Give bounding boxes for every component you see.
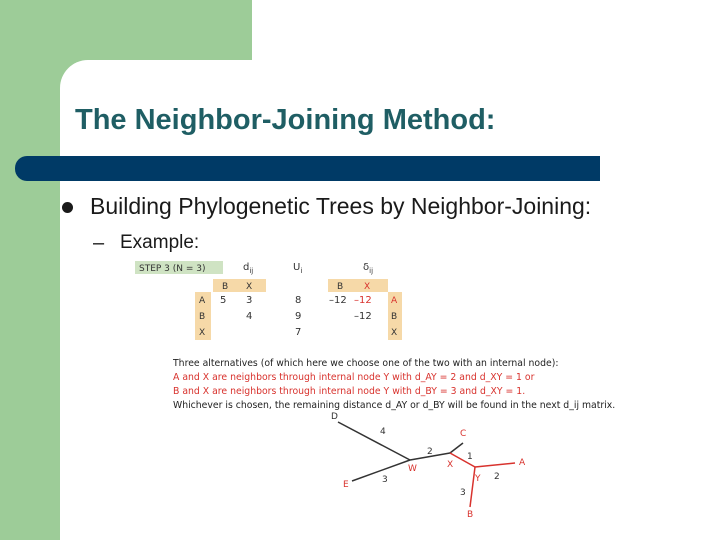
caption-line-4: Whichever is chosen, the remaining distance d_AY or d_BY will be found in the next d_ij matrix. — [173, 400, 616, 411]
u-value: 8 — [295, 295, 302, 306]
matrix-cell: 3 — [246, 295, 253, 306]
edge-y-b — [470, 467, 475, 507]
header-ui: $U_i$ — [293, 262, 303, 275]
node-a: A — [519, 458, 526, 468]
matrix-col-header: B — [222, 282, 229, 292]
step-label: STEP 3 (N = 3) — [139, 264, 206, 274]
node-e: E — [343, 480, 349, 490]
node-x: X — [447, 460, 454, 470]
delta-col-header: X — [364, 282, 371, 292]
matrix-row-header: A — [199, 296, 206, 306]
node-w: W — [408, 464, 417, 474]
edge-y-a — [475, 463, 515, 467]
weight-d-w: 4 — [380, 427, 386, 437]
header-delta: $\delta_{ij}$ — [363, 262, 374, 275]
nj-example-figure — [130, 255, 690, 525]
sub-bullet-text: Example: — [120, 232, 200, 253]
edge-x-c — [450, 443, 463, 453]
matrix-cell: 5 — [220, 295, 227, 306]
matrix-cell: 4 — [246, 311, 253, 322]
bullet-text: Building Phylogenetic Trees by Neighbor-Joining: — [90, 193, 592, 219]
delta-cell: –12 — [354, 295, 372, 306]
weight-y-a: 2 — [494, 472, 500, 482]
delta-row-label: A — [391, 296, 398, 306]
caption-line-1: Three alternatives (of which here we choose one of the two with an internal node): — [173, 358, 559, 369]
node-b: B — [467, 510, 474, 520]
caption-line-3: B and X are neighbors through internal node Y with d_BY = 3 and d_XY = 1. — [173, 386, 526, 397]
node-d: D — [331, 412, 338, 422]
header-dij: $d_{ij}$ — [243, 262, 254, 275]
bullet-dot — [62, 202, 73, 213]
weight-x-c: 1 — [467, 452, 473, 462]
delta-cell: –12 — [354, 311, 372, 322]
matrix-row-header: B — [199, 312, 206, 322]
u-value: 7 — [295, 327, 302, 338]
edge-d-w — [338, 422, 410, 460]
weight-y-b: 3 — [460, 488, 466, 498]
delta-cell: –12 — [329, 295, 347, 306]
edge-e-w — [352, 460, 410, 481]
matrix-col-header: X — [246, 282, 253, 292]
delta-col-header: B — [337, 282, 344, 292]
matrix-col-header-bg — [213, 279, 266, 292]
node-c: C — [460, 429, 467, 439]
caption-line-2: A and X are neighbors through internal node Y with d_AY = 2 and d_XY = 1 or — [173, 372, 535, 383]
weight-w-x: 2 — [427, 447, 433, 457]
matrix-row-header: X — [199, 328, 206, 338]
slide-title: The Neighbor-Joining Method: — [75, 104, 496, 136]
delta-row-label: B — [391, 312, 398, 322]
sub-bullet-dash: – — [93, 232, 105, 254]
weight-e-w: 3 — [382, 475, 388, 485]
node-y: Y — [475, 474, 481, 484]
u-value: 9 — [295, 311, 302, 322]
title-underline-bar — [15, 156, 600, 181]
delta-row-label: X — [391, 328, 398, 338]
